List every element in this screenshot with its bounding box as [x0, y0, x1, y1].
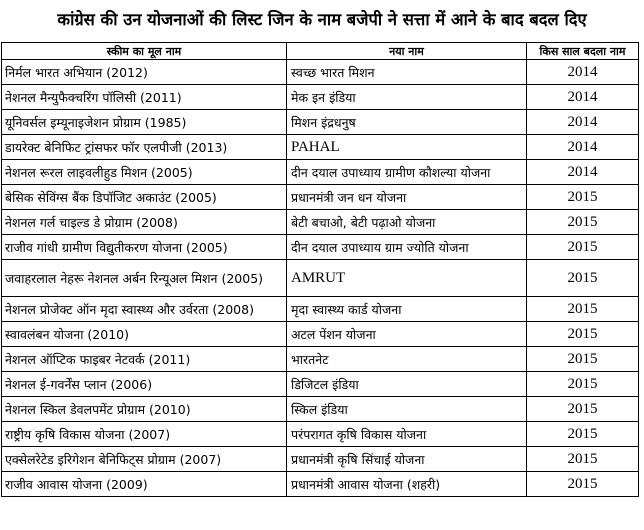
column-header-new-name: नया नाम [287, 43, 527, 60]
new-scheme-name: प्रधानमंत्री आवास योजना (शहरी) [287, 472, 527, 497]
new-scheme-name: PAHAL [287, 135, 527, 160]
table-row [2, 135, 639, 160]
new-scheme-name: स्किल इंडिया [287, 397, 527, 422]
schemes-table [1, 42, 639, 497]
new-scheme-name: डिजिटल इंडिया [287, 372, 527, 397]
new-scheme-name: भारतनेट [287, 347, 527, 372]
year-changed: 2015 [527, 372, 639, 397]
table-row [2, 85, 639, 110]
new-scheme-name: दीन दयाल उपाध्याय ग्राम ज्योति योजना [287, 235, 527, 260]
table-row [2, 110, 639, 135]
table-row [2, 185, 639, 210]
year-changed: 2015 [527, 397, 639, 422]
table-header-row [2, 43, 639, 60]
original-scheme-name: राष्ट्रीय कृषि विकास योजना (2007) [2, 422, 287, 447]
year-changed: 2014 [527, 85, 639, 110]
table-row [2, 372, 639, 397]
table-row [2, 397, 639, 422]
new-scheme-name: मृदा स्वास्थ्य कार्ड योजना [287, 297, 527, 322]
table-row [2, 347, 639, 372]
new-scheme-name: अटल पेंशन योजना [287, 322, 527, 347]
table-row [2, 322, 639, 347]
original-scheme-name: राजीव आवास योजना (2009) [2, 472, 287, 497]
year-changed: 2015 [527, 235, 639, 260]
original-scheme-name: नेशनल प्रोजेक्ट ऑन मृदा स्वास्थ्य और उर्वरता (2008) [2, 297, 287, 322]
new-scheme-name: परंपरागत कृषि विकास योजना [287, 422, 527, 447]
year-changed: 2014 [527, 110, 639, 135]
original-scheme-name: नेशनल रूरल लाइवलीहुड मिशन (2005) [2, 160, 287, 185]
original-scheme-name: नेशनल ऑप्टिक फाइबर नेटवर्क (2011) [2, 347, 287, 372]
page-title: कांग्रेस की उन योजनाओं की लिस्ट जिन के नाम बजेपी ने सत्ता में आने के बाद बदल दिए [57, 10, 587, 29]
original-scheme-name: डायरेक्ट बेनिफिट ट्रांसफर फॉर एलपीजी (2013) [2, 135, 287, 160]
new-scheme-name: बेटी बचाओ, बेटी पढ़ाओ योजना [287, 210, 527, 235]
original-scheme-name: नेशनल मैन्युफैक्चरिंग पॉलिसी (2011) [2, 85, 287, 110]
column-header-original-name: स्कीम का मूल नाम [2, 43, 287, 60]
year-changed: 2015 [527, 472, 639, 497]
new-scheme-name: मेक इन इंडिया [287, 85, 527, 110]
year-changed: 2014 [527, 160, 639, 185]
table-row [2, 210, 639, 235]
new-scheme-name: मिशन इंद्रधनुष [287, 110, 527, 135]
new-scheme-name: प्रधानमंत्री जन धन योजना [287, 185, 527, 210]
new-scheme-name: स्वच्छ भारत मिशन [287, 60, 527, 85]
year-changed: 2015 [527, 297, 639, 322]
table-row [2, 160, 639, 185]
new-scheme-name: प्रधानमंत्री कृषि सिंचाई योजना [287, 447, 527, 472]
year-changed: 2015 [527, 260, 639, 297]
original-scheme-name: नेशनल ई-गवर्नेंस प्लान (2006) [2, 372, 287, 397]
year-changed: 2015 [527, 422, 639, 447]
original-scheme-name: एक्सेलरेटेड इरिगेशन बेनिफिट्स प्रोग्राम (2007) [2, 447, 287, 472]
year-changed: 2014 [527, 60, 639, 85]
column-header-year-changed: किस साल बदला नाम [527, 43, 639, 60]
original-scheme-name: स्वावलंबन योजना (2010) [2, 322, 287, 347]
table-row [2, 472, 639, 497]
table-row [2, 422, 639, 447]
original-scheme-name: जवाहरलाल नेहरू नेशनल अर्बन रिन्यूअल मिशन (2005) [2, 260, 287, 297]
original-scheme-name: नेशनल स्किल डेवलपमेंट प्रोग्राम (2010) [2, 397, 287, 422]
original-scheme-name: राजीव गांधी ग्रामीण विद्युतीकरण योजना (2005) [2, 235, 287, 260]
new-scheme-name: AMRUT [287, 260, 527, 297]
original-scheme-name: यूनिवर्सल इम्यूनाइजेशन प्रोग्राम (1985) [2, 110, 287, 135]
table-row [2, 297, 639, 322]
new-scheme-name: दीन दयाल उपाध्याय ग्रामीण कौशल्या योजना [287, 160, 527, 185]
original-scheme-name: नेशनल गर्ल चाइल्ड डे प्रोग्राम (2008) [2, 210, 287, 235]
year-changed: 2014 [527, 135, 639, 160]
table-row [2, 235, 639, 260]
year-changed: 2015 [527, 210, 639, 235]
table-row [2, 447, 639, 472]
year-changed: 2015 [527, 447, 639, 472]
year-changed: 2015 [527, 347, 639, 372]
original-scheme-name: बेसिक सेविंग्स बैंक डिपॉजिट अकाउंट (2005) [2, 185, 287, 210]
table-row [2, 260, 639, 297]
year-changed: 2015 [527, 322, 639, 347]
year-changed: 2015 [527, 185, 639, 210]
table-row [2, 60, 639, 85]
original-scheme-name: निर्मल भारत अभियान (2012) [2, 60, 287, 85]
